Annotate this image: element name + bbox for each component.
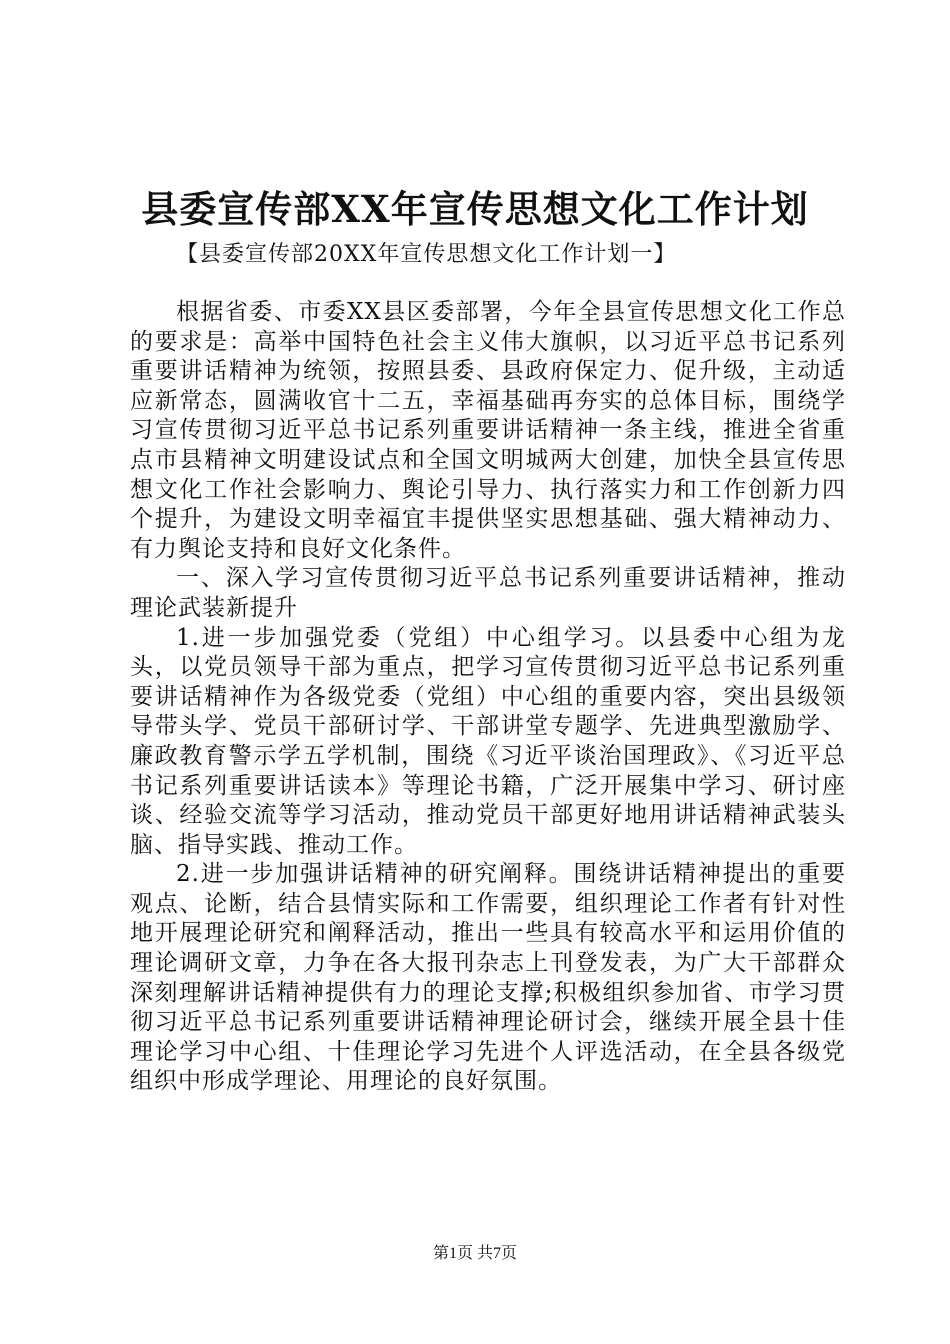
- paragraph-item-2: 2.进一步加强讲话精神的研究阐释。围绕讲话精神提出的重要观点、论断，结合县情实际和工作需要，组织理论工作者有针对性地开展理论研究和阐释活动，推出一些具有较高水平和运用价值的理论调研文章，力争在各大报刊杂志上刊登发表，为广大干部群众深刻理解讲话精神提供有力的理论支撑;积极组织参加省、市学习贯彻习近平总书记系列重要讲话精神理论研讨会，继续开展全县十佳理论学习中心组、十佳理论学习先进个人评选活动，在全县各级党组织中形成学理论、用理论的良好氛围。: [130, 861, 846, 1095]
- paragraph-item-1: 1.进一步加强党委（党组）中心组学习。以县委中心组为龙头，以党员领导干部为重点，把学习宣传贯彻习近平总书记系列重要讲话精神作为各级党委（党组）中心组的重要内容，突出县级领导带头学、党员干部研讨学、干部讲堂专题学、先进典型激励学、廉政教育警示学五学机制，围绕《习近平谈治国理政》、《习近平总书记系列重要讲话读本》等理论书籍，广泛开展集中学习、研讨座谈、经验交流等学习活动，推动党员干部更好地用讲话精神武装头脑、指导实践、推动工作。: [130, 624, 846, 858]
- paragraph-intro: 根据省委、市委XX县区委部署，今年全县宣传思想文化工作总的要求是：高举中国特色社会主义伟大旗帜，以习近平总书记系列重要讲话精神为统领，按照县委、县政府保定力、促升级，主动适应新常态，圆满收官十二五，幸福基础再夯实的总体目标，围绕学习宣传贯彻习近平总书记系列重要讲话精神一条主线，推进全省重点市县精神文明建设试点和全国文明城两大创建，加快全县宣传思想文化工作社会影响力、舆论引导力、执行落实力和工作创新力四个提升，为建设文明幸福宜丰提供坚实思想基础、强大精神动力、有力舆论支持和良好文化条件。: [130, 299, 846, 562]
- document-body: [130, 298, 846, 1097]
- page-footer: 第1页 共7页: [432, 1245, 517, 1262]
- section-heading-1: 一、深入学习宣传贯彻习近平总书记系列重要讲话精神，推动理论武装新提升: [130, 565, 846, 621]
- document-title: 县委宣传部XX年宣传思想文化工作计划: [141, 187, 809, 231]
- document-subtitle: 【县委宣传部20XX年宣传思想文化工作计划一】: [176, 242, 677, 267]
